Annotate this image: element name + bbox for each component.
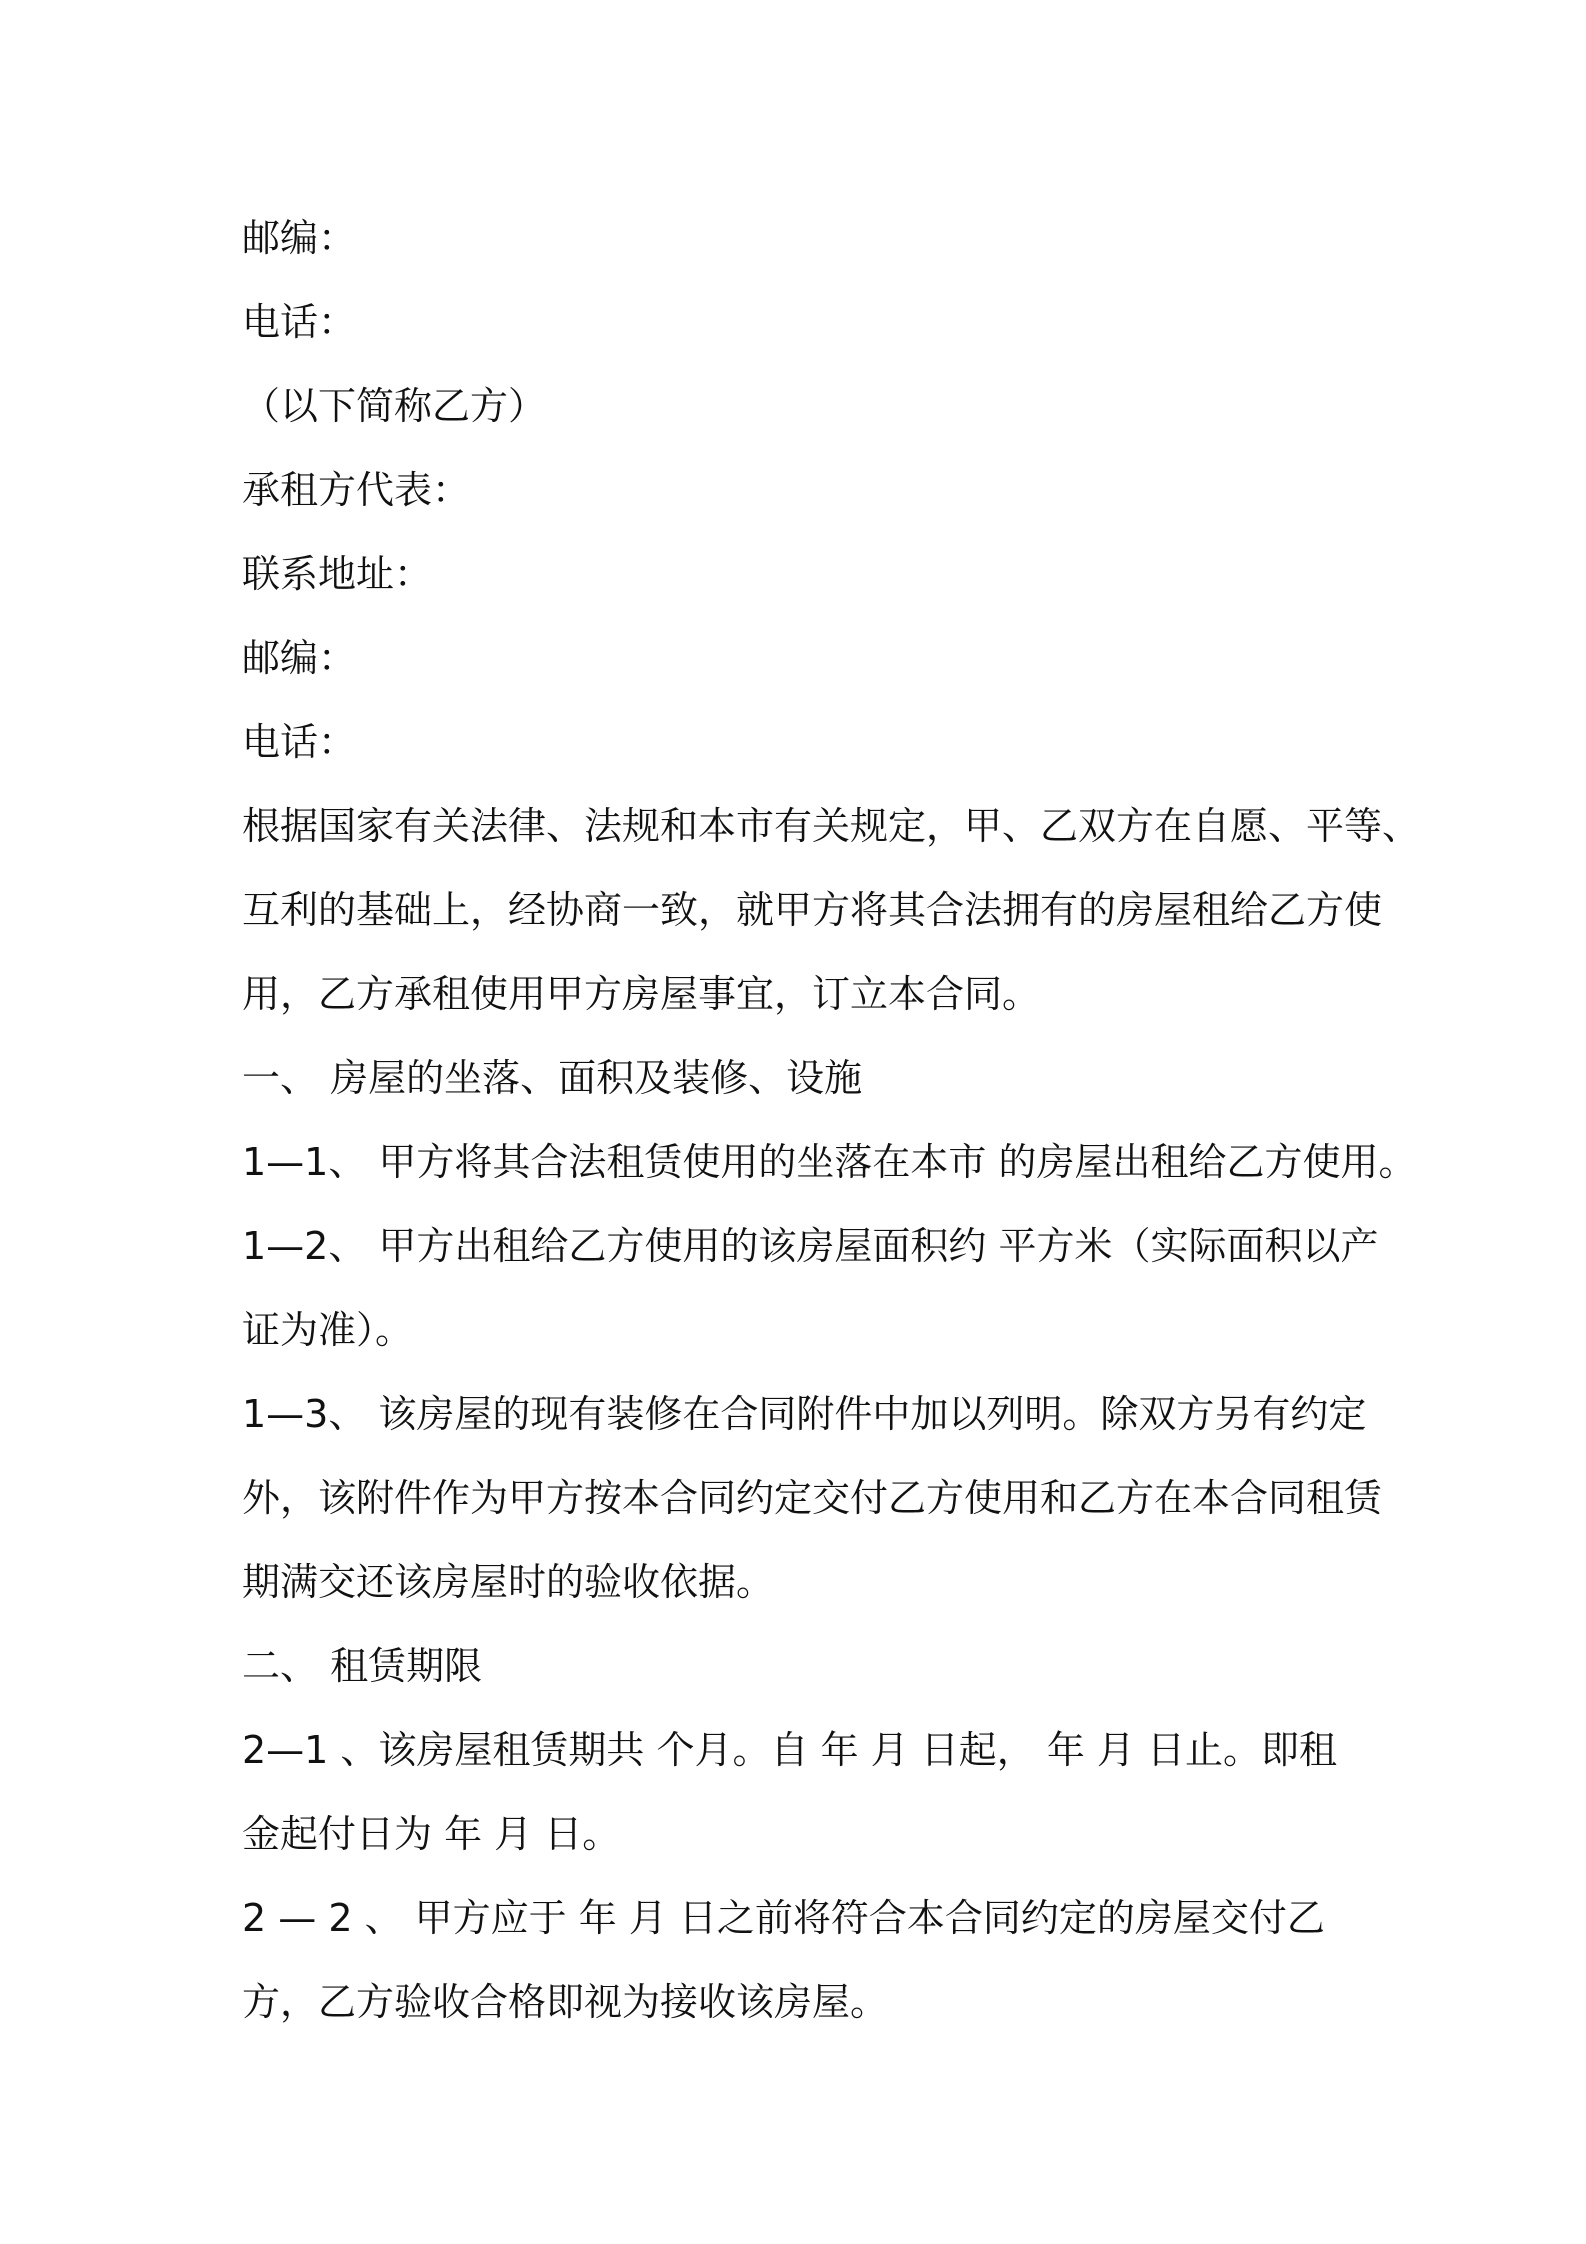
text-line: 证为准）。 — [242, 1308, 414, 1352]
text-line: 方，乙方验收合格即视为接收该房屋。 — [242, 1980, 889, 2024]
text-line: 联系地址： — [242, 552, 433, 596]
text-line: 根据国家有关法律、法规和本市有关规定，甲、乙双方在自愿、平等、 — [242, 804, 1421, 848]
text-line: 用，乙方承租使用甲方房屋事宜，订立本合同。 — [242, 972, 1041, 1016]
text-line: 2—1 、该房屋租赁期共 个月。自 年 月 日起， 年 月 日止。即租 — [242, 1728, 1337, 1772]
text-line: 2 — 2 、 甲方应于 年 月 日之前将符合本合同约定的房屋交付乙 — [242, 1896, 1325, 1940]
text-line: 金起付日为 年 月 日。 — [242, 1812, 621, 1856]
text-line: 互利的基础上，经协商一致，就甲方将其合法拥有的房屋租给乙方使 — [242, 888, 1383, 932]
text-line: 外，该附件作为甲方按本合同约定交付乙方使用和乙方在本合同租赁 — [242, 1476, 1383, 1520]
text-line: 1—1、 甲方将其合法租赁使用的坐落在本市 的房屋出租给乙方使用。 — [242, 1140, 1417, 1184]
text-line: 邮编： — [242, 216, 357, 260]
text-line: 电话： — [242, 720, 357, 764]
section-heading: 一、 房屋的坐落、面积及装修、设施 — [242, 1056, 863, 1100]
text-line: 承租方代表： — [242, 468, 471, 512]
text-line: 邮编： — [242, 636, 357, 680]
section-heading: 二、 租赁期限 — [242, 1644, 483, 1688]
text-line: 期满交还该房屋时的验收依据。 — [242, 1560, 775, 1604]
contract-body — [242, 196, 1421, 2044]
text-line: 1—2、 甲方出租给乙方使用的该房屋面积约 平方米（实际面积以产 — [242, 1224, 1379, 1268]
text-line: 1—3、 该房屋的现有装修在合同附件中加以列明。除双方另有约定 — [242, 1392, 1367, 1436]
text-line: （以下简称乙方） — [242, 384, 547, 428]
text-line: 电话： — [242, 300, 357, 344]
